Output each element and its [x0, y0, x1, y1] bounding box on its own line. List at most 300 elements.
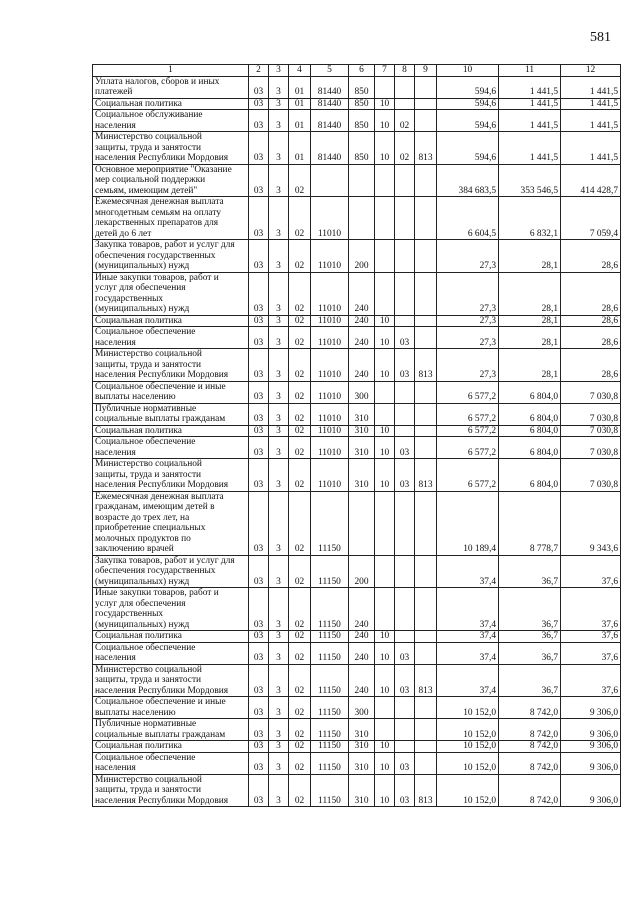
table-cell: 02	[289, 555, 311, 588]
table-cell	[415, 719, 437, 741]
table-cell: 02	[289, 327, 311, 349]
table-cell: 03	[249, 697, 269, 719]
table-cell: 11010	[311, 315, 349, 327]
table-cell: 03	[249, 774, 269, 807]
table-cell: 27,3	[437, 327, 499, 349]
table-cell	[415, 588, 437, 631]
table-cell	[395, 403, 415, 425]
table-cell: 28,6	[561, 327, 621, 349]
table-cell: 03	[249, 76, 269, 98]
table-cell	[415, 741, 437, 753]
table-cell: 8 742,0	[499, 697, 561, 719]
row-name-cell: Социальное обеспечение населения	[93, 752, 249, 774]
table-cell: 28,6	[561, 315, 621, 327]
table-cell: 03	[249, 315, 269, 327]
table-cell: 03	[249, 588, 269, 631]
table-cell: 310	[349, 752, 375, 774]
table-cell: 10	[375, 752, 395, 774]
column-header: 6	[349, 65, 375, 77]
table-cell	[395, 76, 415, 98]
table-cell: 3	[269, 240, 289, 273]
table-cell: 200	[349, 240, 375, 273]
table-cell: 11150	[311, 774, 349, 807]
table-cell: 36,7	[499, 631, 561, 643]
table-cell: 3	[269, 631, 289, 643]
table-cell: 02	[289, 349, 311, 382]
table-cell: 03	[249, 272, 269, 315]
table-cell: 01	[289, 76, 311, 98]
table-cell: 240	[349, 642, 375, 664]
table-cell: 02	[289, 425, 311, 437]
table-cell: 10	[375, 459, 395, 492]
table-cell: 9 306,0	[561, 752, 621, 774]
table-row	[93, 555, 621, 588]
table-cell: 813	[415, 132, 437, 165]
row-name-cell: Ежемесячная денежная выплата многодетным семьям на оплату лекарственных препаратов для детей до 6 лет	[93, 197, 249, 240]
table-cell: 6 604,5	[437, 197, 499, 240]
table-row	[93, 240, 621, 273]
table-cell: 11150	[311, 588, 349, 631]
row-name-cell: Ежемесячная денежная выплата гражданам, имеющим детей в возрасте до трех лет, на приобретение специальных молочных продуктов по заключению врачей	[93, 491, 249, 555]
table-cell: 03	[395, 752, 415, 774]
table-row	[93, 164, 621, 197]
table-cell: 02	[395, 132, 415, 165]
table-cell: 11150	[311, 741, 349, 753]
table-cell: 01	[289, 110, 311, 132]
column-header: 9	[415, 65, 437, 77]
table-cell: 28,6	[561, 240, 621, 273]
table-cell	[395, 381, 415, 403]
table-cell: 03	[249, 631, 269, 643]
table-cell: 03	[249, 491, 269, 555]
table-cell	[415, 642, 437, 664]
table-cell: 11010	[311, 349, 349, 382]
table-cell: 3	[269, 642, 289, 664]
table-cell: 11150	[311, 631, 349, 643]
row-name-cell: Закупка товаров, работ и услуг для обеспечения государственных (муниципальных) нужд	[93, 555, 249, 588]
table-cell: 03	[395, 664, 415, 697]
table-cell: 03	[249, 132, 269, 165]
row-name-cell: Социальная политика	[93, 98, 249, 110]
table-cell	[415, 752, 437, 774]
table-cell	[375, 697, 395, 719]
row-name-cell: Социальное обеспечение и иные выплаты населению	[93, 381, 249, 403]
table-row	[93, 349, 621, 382]
table-row	[93, 272, 621, 315]
table-cell: 6 577,2	[437, 425, 499, 437]
table-cell: 850	[349, 76, 375, 98]
row-name-cell: Иные закупки товаров, работ и услуг для обеспечения государственных (муниципальных) нужд	[93, 588, 249, 631]
table-cell: 28,1	[499, 240, 561, 273]
table-cell: 10 152,0	[437, 697, 499, 719]
table-cell: 81440	[311, 76, 349, 98]
table-cell	[415, 164, 437, 197]
table-cell: 8 742,0	[499, 741, 561, 753]
row-name-cell: Публичные нормативные социальные выплаты гражданам	[93, 403, 249, 425]
table-cell: 03	[249, 349, 269, 382]
table-cell: 02	[289, 315, 311, 327]
table-cell: 6 577,2	[437, 381, 499, 403]
table-cell	[395, 197, 415, 240]
table-cell: 7 030,8	[561, 437, 621, 459]
table-cell: 02	[289, 164, 311, 197]
table-cell: 02	[289, 719, 311, 741]
table-cell: 10 152,0	[437, 752, 499, 774]
table-cell: 813	[415, 774, 437, 807]
table-cell: 3	[269, 315, 289, 327]
table-cell: 1 441,5	[561, 110, 621, 132]
table-cell: 11010	[311, 272, 349, 315]
column-header: 10	[437, 65, 499, 77]
table-cell: 850	[349, 98, 375, 110]
row-name-cell: Социальное обеспечение населения	[93, 327, 249, 349]
table-cell: 03	[395, 437, 415, 459]
table-cell: 6 804,0	[499, 381, 561, 403]
table-cell: 03	[249, 459, 269, 492]
table-cell	[375, 588, 395, 631]
column-header: 2	[249, 65, 269, 77]
table-cell: 28,1	[499, 315, 561, 327]
table-cell	[375, 491, 395, 555]
table-cell: 11010	[311, 403, 349, 425]
table-cell	[375, 381, 395, 403]
table-cell: 7 030,8	[561, 381, 621, 403]
table-cell	[415, 631, 437, 643]
table-cell: 3	[269, 459, 289, 492]
table-cell: 310	[349, 774, 375, 807]
table-cell: 3	[269, 719, 289, 741]
table-cell	[415, 272, 437, 315]
table-row	[93, 588, 621, 631]
table-row	[93, 697, 621, 719]
table-cell: 03	[249, 240, 269, 273]
table-cell: 3	[269, 437, 289, 459]
table-cell: 3	[269, 381, 289, 403]
table-row	[93, 403, 621, 425]
table-cell: 1 441,5	[561, 98, 621, 110]
row-name-cell: Социальное обеспечение населения	[93, 642, 249, 664]
column-header: 4	[289, 65, 311, 77]
table-cell	[395, 98, 415, 110]
row-name-cell: Публичные нормативные социальные выплаты гражданам	[93, 719, 249, 741]
table-cell	[415, 240, 437, 273]
table-cell	[415, 197, 437, 240]
table-cell: 81440	[311, 110, 349, 132]
table-cell: 10	[375, 98, 395, 110]
table-cell	[395, 315, 415, 327]
table-cell: 3	[269, 697, 289, 719]
table-cell: 02	[289, 381, 311, 403]
table-row	[93, 197, 621, 240]
row-name-cell: Социальное обслуживание населения	[93, 110, 249, 132]
table-cell: 3	[269, 555, 289, 588]
table-cell: 03	[249, 719, 269, 741]
table-cell: 03	[395, 327, 415, 349]
table-cell	[375, 240, 395, 273]
table-cell: 310	[349, 437, 375, 459]
table-cell: 02	[289, 697, 311, 719]
table-cell	[349, 197, 375, 240]
table-cell	[375, 76, 395, 98]
table-cell	[415, 315, 437, 327]
table-cell	[375, 197, 395, 240]
table-cell: 03	[249, 752, 269, 774]
row-name-cell: Социальная политика	[93, 741, 249, 753]
table-cell: 813	[415, 459, 437, 492]
table-cell: 240	[349, 349, 375, 382]
table-row	[93, 642, 621, 664]
table-cell: 28,6	[561, 349, 621, 382]
table-cell	[395, 631, 415, 643]
table-cell: 11010	[311, 459, 349, 492]
table-cell: 37,4	[437, 664, 499, 697]
table-cell: 9 343,6	[561, 491, 621, 555]
table-row	[93, 664, 621, 697]
table-cell: 1 441,5	[561, 76, 621, 98]
table-cell: 1 441,5	[499, 76, 561, 98]
table-cell: 03	[249, 437, 269, 459]
table-cell: 6 804,0	[499, 437, 561, 459]
table-row	[93, 98, 621, 110]
table-cell	[311, 164, 349, 197]
table-cell: 3	[269, 197, 289, 240]
table-cell: 10 189,4	[437, 491, 499, 555]
table-cell: 37,4	[437, 631, 499, 643]
table-row	[93, 437, 621, 459]
table-cell	[415, 403, 437, 425]
table-cell: 02	[289, 459, 311, 492]
table-cell: 300	[349, 697, 375, 719]
table-cell	[375, 719, 395, 741]
table-cell: 310	[349, 741, 375, 753]
table-cell: 10	[375, 349, 395, 382]
table-row	[93, 315, 621, 327]
table-cell: 03	[249, 425, 269, 437]
table-cell	[395, 555, 415, 588]
column-header: 1	[93, 65, 249, 77]
table-cell: 3	[269, 774, 289, 807]
column-header: 7	[375, 65, 395, 77]
table-body	[93, 76, 621, 807]
table-cell: 27,3	[437, 272, 499, 315]
table-cell: 10	[375, 132, 395, 165]
table-cell: 3	[269, 752, 289, 774]
table-cell: 11150	[311, 752, 349, 774]
table-cell: 10	[375, 327, 395, 349]
table-cell: 1 441,5	[561, 132, 621, 165]
table-cell: 03	[395, 459, 415, 492]
row-name-cell: Министерство социальной защиты, труда и занятости населения Республики Мордовия	[93, 132, 249, 165]
table-cell: 594,6	[437, 110, 499, 132]
table-cell: 37,4	[437, 588, 499, 631]
table-cell: 03	[249, 741, 269, 753]
table-cell: 3	[269, 664, 289, 697]
table-cell: 6 577,2	[437, 437, 499, 459]
row-name-cell: Социальное обеспечение и иные выплаты населению	[93, 697, 249, 719]
table-cell: 37,6	[561, 588, 621, 631]
table-cell: 02	[289, 437, 311, 459]
table-cell: 1 441,5	[499, 132, 561, 165]
table-cell: 310	[349, 425, 375, 437]
table-cell: 813	[415, 664, 437, 697]
table-cell: 28,1	[499, 272, 561, 315]
table-cell: 8 742,0	[499, 752, 561, 774]
table-cell: 9 306,0	[561, 697, 621, 719]
table-cell	[349, 164, 375, 197]
table-cell: 11010	[311, 381, 349, 403]
table-cell	[395, 741, 415, 753]
table-cell: 240	[349, 327, 375, 349]
table-cell: 03	[249, 327, 269, 349]
table-cell: 28,1	[499, 327, 561, 349]
table-cell: 03	[249, 381, 269, 403]
table-cell: 310	[349, 719, 375, 741]
table-cell: 03	[395, 774, 415, 807]
table-cell: 28,1	[499, 349, 561, 382]
table-cell: 02	[289, 741, 311, 753]
table-cell	[415, 110, 437, 132]
row-name-cell: Закупка товаров, работ и услуг для обеспечения государственных (муниципальных) нужд	[93, 240, 249, 273]
table-cell: 3	[269, 588, 289, 631]
column-header: 5	[311, 65, 349, 77]
table-cell	[415, 98, 437, 110]
table-cell: 03	[249, 555, 269, 588]
table-cell: 3	[269, 349, 289, 382]
table-cell	[395, 272, 415, 315]
table-row	[93, 774, 621, 807]
table-cell: 594,6	[437, 98, 499, 110]
table-cell	[349, 491, 375, 555]
table-cell: 7 030,8	[561, 403, 621, 425]
table-cell: 03	[249, 164, 269, 197]
row-name-cell: Социальная политика	[93, 631, 249, 643]
table-cell: 240	[349, 664, 375, 697]
table-row	[93, 719, 621, 741]
table-cell: 11150	[311, 491, 349, 555]
table-cell: 7 030,8	[561, 425, 621, 437]
table-cell: 10	[375, 642, 395, 664]
table-row	[93, 741, 621, 753]
table-cell: 03	[249, 664, 269, 697]
table-cell: 7 030,8	[561, 459, 621, 492]
table-cell: 81440	[311, 132, 349, 165]
table-cell: 10	[375, 425, 395, 437]
row-name-cell: Социальная политика	[93, 315, 249, 327]
table-cell	[395, 164, 415, 197]
table-cell: 1 441,5	[499, 110, 561, 132]
table-cell: 240	[349, 631, 375, 643]
table-cell: 02	[289, 491, 311, 555]
table-row	[93, 110, 621, 132]
table-cell: 03	[395, 349, 415, 382]
table-row	[93, 381, 621, 403]
table-cell: 11150	[311, 719, 349, 741]
table-cell	[395, 240, 415, 273]
table-cell: 240	[349, 272, 375, 315]
table-cell: 37,6	[561, 631, 621, 643]
table-cell: 11150	[311, 642, 349, 664]
table-cell: 02	[289, 774, 311, 807]
table-cell: 9 306,0	[561, 741, 621, 753]
row-name-cell: Социальная политика	[93, 425, 249, 437]
table-cell	[375, 164, 395, 197]
table-cell: 03	[249, 642, 269, 664]
table-cell: 240	[349, 588, 375, 631]
table-cell: 3	[269, 76, 289, 98]
column-header: 3	[269, 65, 289, 77]
table-cell: 3	[269, 741, 289, 753]
table-cell: 11150	[311, 555, 349, 588]
table-cell: 8 778,7	[499, 491, 561, 555]
table-cell: 3	[269, 164, 289, 197]
table-cell	[375, 272, 395, 315]
table-cell: 37,6	[561, 555, 621, 588]
table-cell: 384 683,5	[437, 164, 499, 197]
table-cell: 813	[415, 349, 437, 382]
table-cell: 3	[269, 98, 289, 110]
table-cell: 11010	[311, 240, 349, 273]
table-cell	[395, 425, 415, 437]
table-cell: 240	[349, 315, 375, 327]
table-cell: 6 577,2	[437, 403, 499, 425]
table-cell: 02	[289, 272, 311, 315]
table-cell: 36,7	[499, 588, 561, 631]
table-cell: 10 152,0	[437, 774, 499, 807]
table-cell: 7 059,4	[561, 197, 621, 240]
table-cell: 02	[289, 588, 311, 631]
table-cell: 10 152,0	[437, 719, 499, 741]
table-cell	[395, 588, 415, 631]
table-cell: 10	[375, 110, 395, 132]
table-cell	[415, 697, 437, 719]
table-cell: 11010	[311, 327, 349, 349]
table-cell: 10	[375, 774, 395, 807]
table-cell: 10 152,0	[437, 741, 499, 753]
table-cell: 02	[395, 110, 415, 132]
table-cell	[415, 76, 437, 98]
table-cell: 594,6	[437, 76, 499, 98]
table-cell: 310	[349, 403, 375, 425]
table-row	[93, 132, 621, 165]
table-cell: 03	[249, 197, 269, 240]
table-cell: 10	[375, 741, 395, 753]
table-cell: 03	[395, 642, 415, 664]
table-cell: 10	[375, 631, 395, 643]
table-cell: 02	[289, 752, 311, 774]
table-cell: 3	[269, 327, 289, 349]
table-cell: 3	[269, 110, 289, 132]
table-cell	[375, 555, 395, 588]
table-cell: 11150	[311, 664, 349, 697]
table-cell: 3	[269, 491, 289, 555]
table-cell: 850	[349, 132, 375, 165]
row-name-cell: Министерство социальной защиты, труда и занятости населения Республики Мордовия	[93, 664, 249, 697]
table-cell	[415, 381, 437, 403]
row-name-cell: Министерство социальной защиты, труда и занятости населения Республики Мордовия	[93, 459, 249, 492]
table-cell	[395, 491, 415, 555]
table-cell: 37,6	[561, 642, 621, 664]
table-cell: 02	[289, 631, 311, 643]
table-cell: 353 546,5	[499, 164, 561, 197]
table-cell: 6 804,0	[499, 459, 561, 492]
table-cell: 200	[349, 555, 375, 588]
table-cell: 9 306,0	[561, 719, 621, 741]
table-row	[93, 425, 621, 437]
table-cell: 02	[289, 403, 311, 425]
table-cell: 3	[269, 425, 289, 437]
table-row	[93, 631, 621, 643]
column-header: 12	[561, 65, 621, 77]
